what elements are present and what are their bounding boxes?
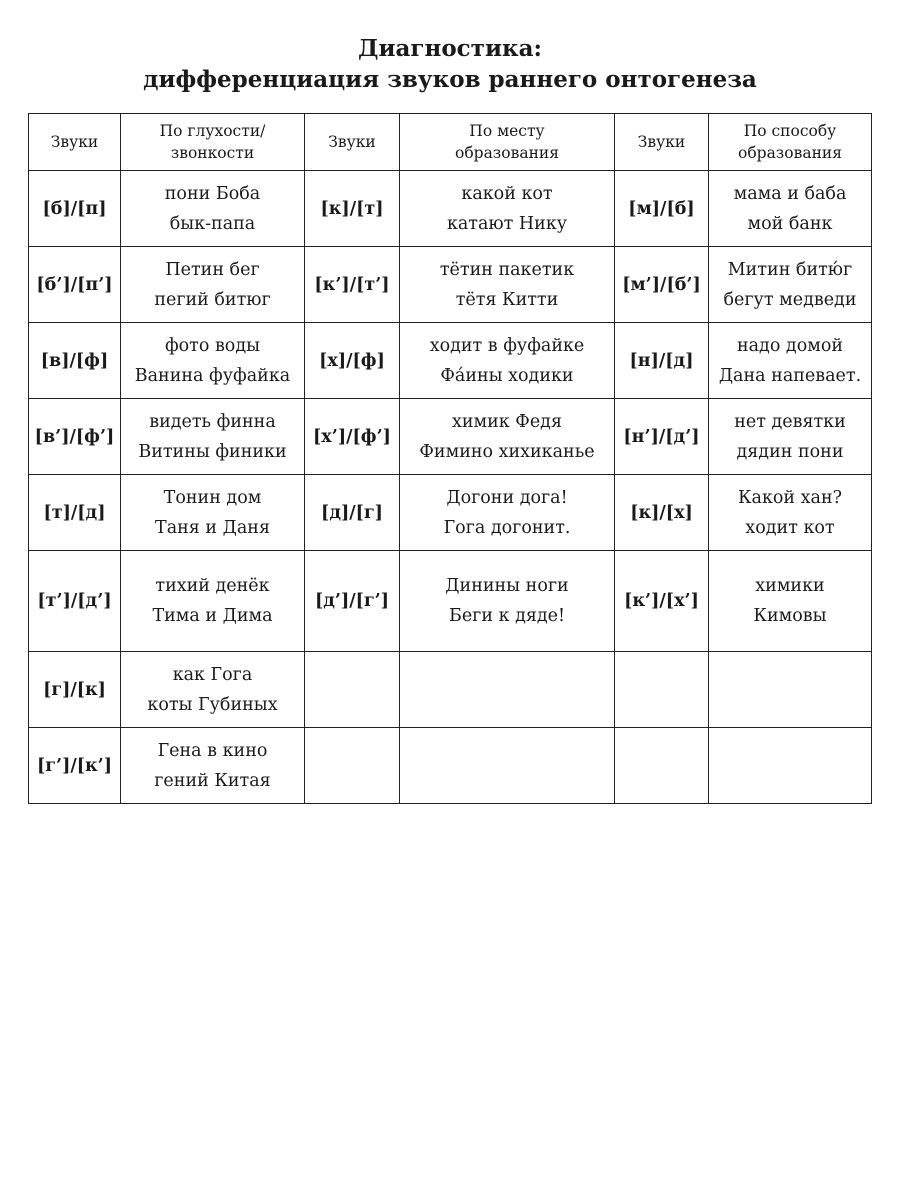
title-line-2: дифференциация звуков раннего онтогенеза (143, 66, 757, 93)
column-header (29, 114, 121, 171)
example-line: мама и баба (733, 183, 847, 204)
sound-pair-cell (305, 728, 400, 804)
example-cell (121, 551, 305, 652)
example-line: надо домой (736, 335, 844, 356)
column-header-line: звонкости (170, 144, 255, 162)
table-row (29, 728, 872, 804)
column-header (709, 114, 872, 171)
example-line: Фимино хихиканье (419, 441, 595, 462)
sound-pair-cell: [к’]/[х’] (615, 551, 709, 652)
sound-pair-cell: [б’]/[п’] (29, 247, 121, 323)
document-title (0, 33, 900, 95)
example-cell (709, 475, 872, 551)
column-header-line: образования (737, 144, 843, 162)
example-cell (709, 399, 872, 475)
example-line: Догони дога! (446, 487, 568, 508)
example-cell (400, 323, 615, 399)
example-line: видеть финна (149, 411, 276, 432)
example-cell (709, 247, 872, 323)
sound-pair-cell: [м]/[б] (615, 171, 709, 247)
example-line: коты Губиных (147, 694, 278, 715)
example-cell (121, 728, 305, 804)
column-header-line: По способу (743, 122, 837, 140)
example-line: тихий денёк (155, 576, 270, 596)
column-header-line: образования (454, 144, 560, 162)
sound-pair-cell: [г]/[к] (29, 652, 121, 728)
example-line: Кимовы (753, 606, 827, 626)
example-line: Витины финики (138, 441, 287, 462)
example-line: Дана напевает. (718, 365, 862, 386)
example-cell (400, 171, 615, 247)
column-header-line: Звуки (637, 133, 686, 151)
column-header (615, 114, 709, 171)
sound-pair-cell: [к]/[т] (305, 171, 400, 247)
example-cell (709, 728, 872, 804)
sound-pair-cell: [д’]/[г’] (305, 551, 400, 652)
column-header-line: По глухости/ (159, 122, 266, 140)
table-row (29, 323, 872, 399)
example-cell (400, 475, 615, 551)
example-line: Беги к дяде! (448, 606, 566, 626)
table-row (29, 399, 872, 475)
title-line-1: Диагностика: (358, 35, 542, 62)
example-cell (121, 247, 305, 323)
sound-pair-cell: [н’]/[д’] (615, 399, 709, 475)
example-line: Ванина фуфайка (134, 365, 291, 386)
column-header-line: Звуки (328, 133, 376, 151)
sound-pair-cell: [н]/[д] (615, 323, 709, 399)
example-cell (709, 551, 872, 652)
table-row (29, 652, 872, 728)
sound-pair-cell (615, 652, 709, 728)
example-line: Петин бег (165, 259, 260, 280)
example-line: нет девятки (734, 411, 846, 432)
example-line: ходит кот (745, 517, 835, 538)
example-line: пони Боба (164, 183, 261, 204)
example-cell (121, 171, 305, 247)
example-line: пегий битюг (154, 289, 271, 310)
example-cell (709, 171, 872, 247)
example-cell (400, 399, 615, 475)
example-line: бегут медведи (723, 289, 857, 310)
sound-pair-cell: [к]/[х] (615, 475, 709, 551)
example-cell (121, 399, 305, 475)
example-line: химики (755, 576, 825, 596)
table-row (29, 551, 872, 652)
sound-differentiation-table (28, 113, 872, 804)
example-line: ходит в фуфайке (429, 335, 585, 356)
column-header (121, 114, 305, 171)
column-header (400, 114, 615, 171)
example-line: Фа́ины ходики (440, 365, 574, 386)
sound-pair-cell: [х]/[ф] (305, 323, 400, 399)
sound-pair-cell: [х’]/[ф’] (305, 399, 400, 475)
example-line: Гога догонит. (443, 517, 571, 538)
sound-pair-cell: [т’]/[д’] (29, 551, 121, 652)
example-line: мой банк (747, 213, 833, 234)
table-row (29, 475, 872, 551)
table-row (29, 171, 872, 247)
example-cell (400, 728, 615, 804)
example-line: Митин битю́г (727, 259, 853, 280)
example-cell (400, 551, 615, 652)
example-line: Гена в кино (157, 740, 268, 761)
example-line: Таня и Даня (155, 517, 270, 538)
sound-pair-cell: [к’]/[т’] (305, 247, 400, 323)
column-header-line: Звуки (50, 133, 99, 151)
column-header (305, 114, 400, 171)
sound-pair-cell: [г’]/[к’] (29, 728, 121, 804)
example-cell (709, 652, 872, 728)
example-line: бык-папа (169, 213, 256, 234)
example-line: тётя Китти (455, 289, 559, 310)
example-line: гений Китая (154, 770, 271, 791)
example-line: тётин пакетик (439, 259, 575, 280)
sound-pair-cell: [т]/[д] (29, 475, 121, 551)
sound-pair-cell: [в’]/[ф’] (29, 399, 121, 475)
column-header-line: По месту (469, 122, 545, 140)
table-row (29, 247, 872, 323)
example-line: Тонин дом (163, 487, 262, 508)
example-cell (121, 323, 305, 399)
example-cell (121, 475, 305, 551)
sound-pair-cell: [д]/[г] (305, 475, 400, 551)
example-cell (709, 323, 872, 399)
example-line: Какой хан? (737, 487, 843, 508)
example-cell (400, 652, 615, 728)
sound-pair-cell (615, 728, 709, 804)
example-line: как Гога (172, 664, 253, 685)
example-line: катают Нику (446, 213, 568, 234)
example-cell (400, 247, 615, 323)
example-line: дядин пони (736, 441, 844, 462)
sound-pair-cell: [б]/[п] (29, 171, 121, 247)
example-line: химик Федя (451, 411, 562, 432)
sound-pair-cell: [в]/[ф] (29, 323, 121, 399)
sound-pair-cell: [м’]/[б’] (615, 247, 709, 323)
sound-pair-cell (305, 652, 400, 728)
example-line: фото воды (164, 335, 261, 356)
example-line: Динины ноги (445, 576, 569, 596)
example-line: какой кот (461, 183, 553, 204)
example-line: Тима и Дима (152, 606, 273, 626)
table-header-row (29, 114, 872, 171)
example-cell (121, 652, 305, 728)
